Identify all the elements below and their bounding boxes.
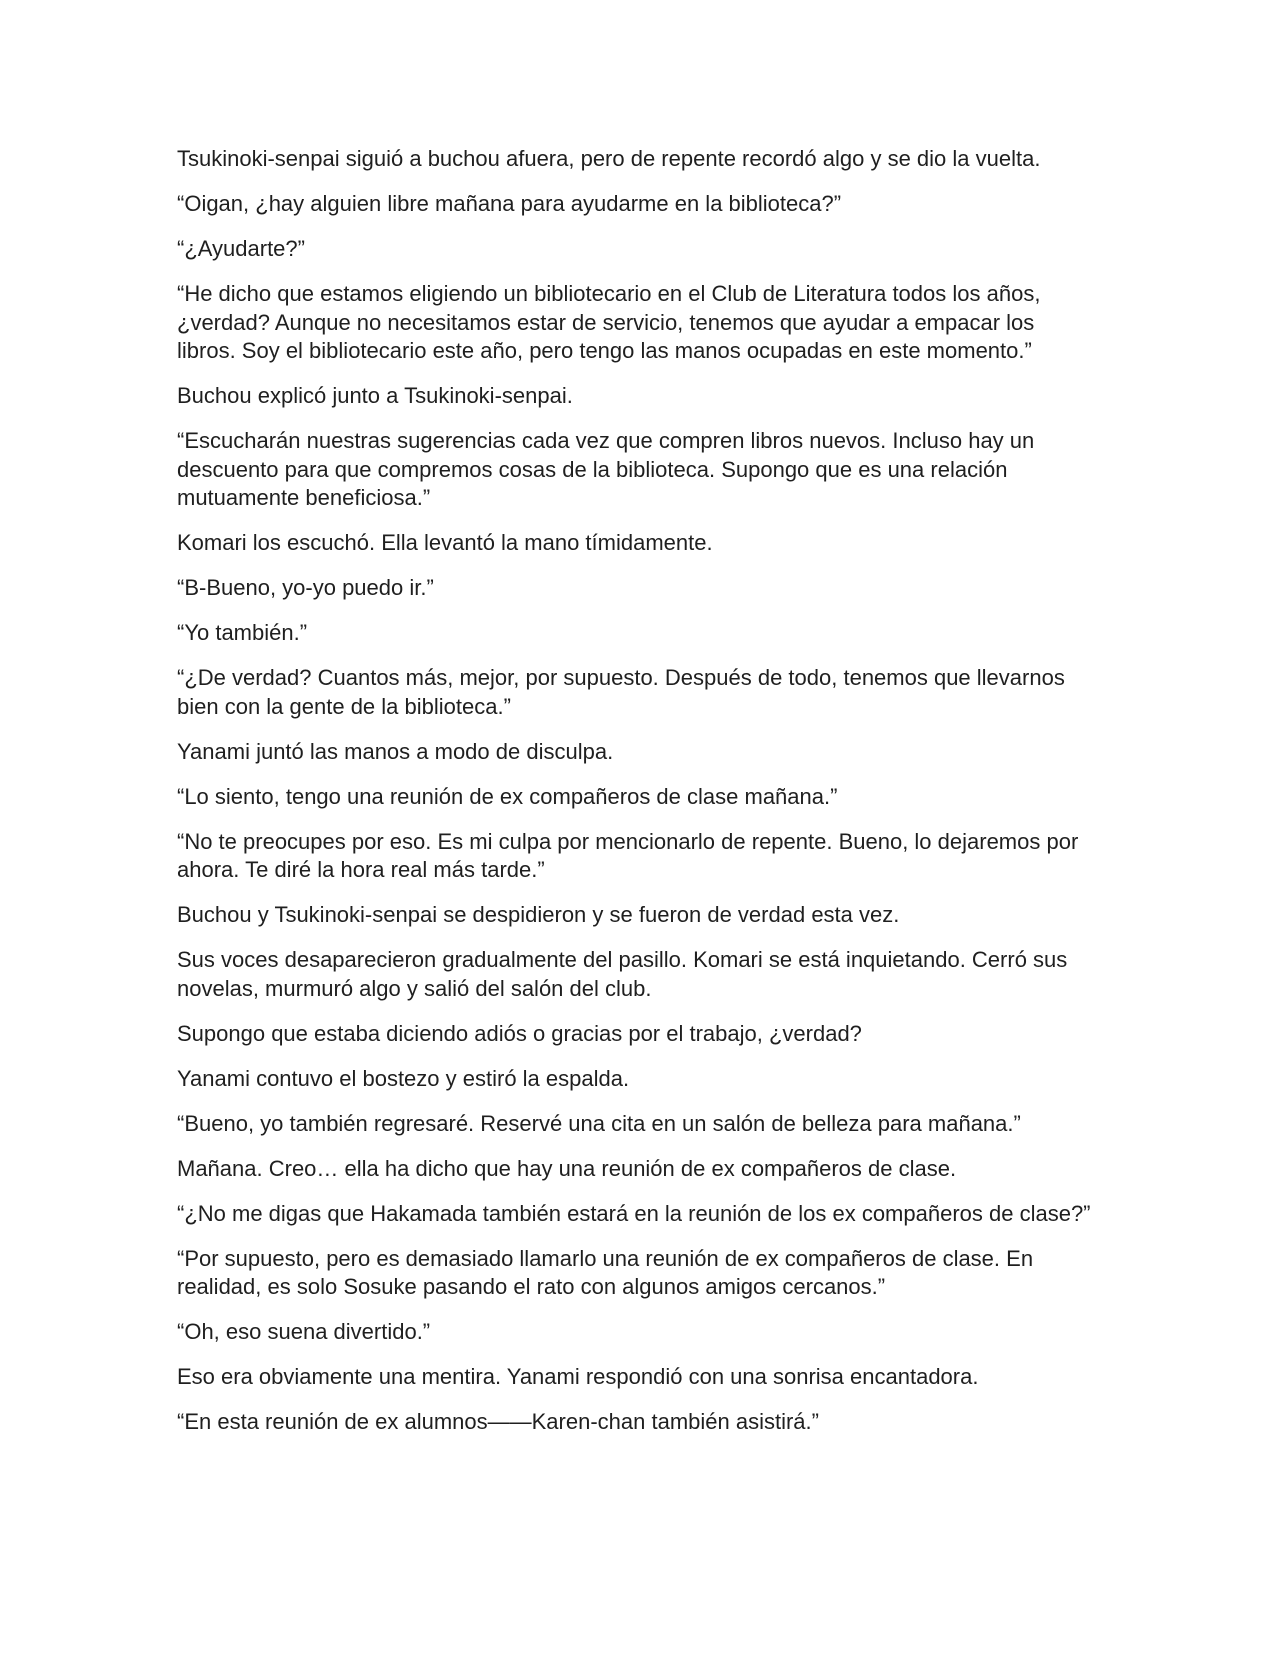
paragraph-4: “He dicho que estamos eligiendo un bibliotecario en el Club de Literatura todos los años, ¿verdad? Aunque no necesitamos estar de servicio, tenemos que ayudar a empacar los libros. Soy el bibliotecario este año, pero tengo las manos ocupadas en este momento.” [177, 281, 1041, 363]
paragraph-21: “Por supuesto, pero es demasiado llamarlo una reunión de ex compañeros de clase. En realidad, es solo Sosuke pasando el rato con algunos amigos cercanos.” [177, 1245, 1034, 1299]
paragraph-12: “Lo siento, tengo una reunión de ex compañeros de clase mañana.” [177, 783, 838, 809]
paragraph-17: Yanami contuvo el bostezo y estiró la espalda. [177, 1065, 630, 1091]
paragraph-1: Tsukinoki-senpai siguió a buchou afuera, pero de repente recordó algo y se dio la vuelta. [177, 146, 1041, 171]
paragraph-16: Supongo que estaba diciendo adiós o gracias por el trabajo, ¿verdad? [177, 1020, 862, 1046]
paragraph-19: Mañana. Creo… ella ha dicho que hay una reunión de ex compañeros de clase. [177, 1155, 957, 1181]
paragraph-7: Komari los escuchó. Ella levantó la mano tímidamente. [177, 530, 713, 555]
paragraph-22: “Oh, eso suena divertido.” [177, 1319, 431, 1344]
paragraph-9: “Yo también.” [177, 620, 308, 645]
paragraph-20: “¿No me digas que Hakamada también estará en la reunión de los ex compañeros de clase?” [177, 1200, 1091, 1226]
paragraph-3: “¿Ayudarte?” [177, 236, 305, 261]
paragraph-14: Buchou y Tsukinoki-senpai se despidieron y se fueron de verdad esta vez. [177, 902, 900, 927]
document-page [177, 145, 1097, 1453]
paragraph-5: Buchou explicó junto a Tsukinoki-senpai. [177, 383, 573, 408]
paragraph-23: Eso era obviamente una mentira. Yanami respondió con una sonrisa encantadora. [177, 1364, 979, 1389]
paragraph-10: “¿De verdad? Cuantos más, mejor, por supuesto. Después de todo, tenemos que llevarnos bien con la gente de la biblioteca.” [177, 665, 1065, 719]
paragraph-8: “B-Bueno, yo-yo puedo ir.” [177, 575, 434, 600]
paragraph-18: “Bueno, yo también regresaré. Reservé una cita en un salón de belleza para mañana.” [177, 1110, 1021, 1136]
paragraph-2: “Oigan, ¿hay alguien libre mañana para ayudarme en la biblioteca?” [177, 191, 842, 216]
paragraph-24: “En esta reunión de ex alumnos——Karen-chan también asistirá.” [177, 1409, 819, 1434]
paragraph-15: Sus voces desaparecieron gradualmente del pasillo. Komari se está inquietando. Cerró sus novelas, murmuró algo y salió del salón del club. [177, 947, 1068, 1001]
paragraph-13: “No te preocupes por eso. Es mi culpa por mencionarlo de repente. Bueno, lo dejaremos por ahora. Te diré la hora real más tarde.” [177, 828, 1079, 882]
paragraph-6: “Escucharán nuestras sugerencias cada vez que compren libros nuevos. Incluso hay un descuento para que compremos cosas de la biblioteca. Supongo que es una relación mutuamente beneficiosa.” [177, 428, 1035, 510]
paragraph-11: Yanami juntó las manos a modo de disculpa. [177, 738, 614, 764]
